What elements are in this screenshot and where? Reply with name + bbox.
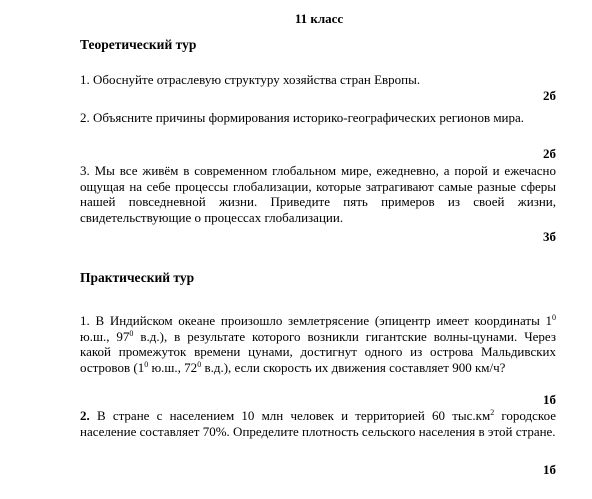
question-text: в.д.), если скорость их движения составляет 900 км/ч? [201,359,506,375]
practice-question-1 [80,313,556,375]
degree-superscript: 0 [129,328,134,338]
question-number: 3. [80,163,90,178]
theory-question-3 [80,163,556,225]
question-number: 2. [80,110,90,125]
question-text: В стране с населением 10 млн человек и территорией 60 тыс.км [96,408,491,423]
practice-question-2 [80,408,556,439]
degree-superscript: 0 [552,313,557,322]
question-text: в.д.), в результате которого возникли гигантские волны-цунами. Через какой промежуток времени цунами, достигнут одного из острова Мальдивских островов (1 [80,328,556,375]
theory-question-2 [80,110,556,126]
question-number: 1. [80,72,90,87]
theory-question-3-points: 3б [543,229,556,244]
question-text: ю.ш., 97 [80,328,130,344]
theory-heading: Теоретический тур [80,37,197,52]
theory-question-1 [80,72,556,88]
theory-question-2-points: 2б [543,146,556,161]
square-superscript: 2 [490,408,495,417]
question-text: В Индийском океане произошло землетрясение (эпицентр имеет координаты 1 [95,313,553,328]
question-text: городское население составляет 70%. Определите плотность сельского населения в этой стране. [80,408,557,439]
degree-superscript: 0 [144,359,149,369]
question-text: Объясните причины формирования историко-географических регионов мира. [93,110,525,125]
question-text: Обоснуйте отраслевую структуру хозяйства стран Европы. [93,72,421,87]
theory-question-1-points: 2б [543,88,556,103]
practice-heading: Практический тур [80,270,195,285]
grade-title: 11 класс [294,11,344,26]
practice-question-2-points: 1б [543,462,556,477]
question-text: Мы все живём в современном глобальном мире, ежедневно, а порой и ежечасно ощущая на себе процессы глобализации, которые затрагивают самые разные сферы нашей повседневной жизни. Приведите пять примеров из своей жизни, свидетельствующие о процессах глобализации. [80,163,556,225]
degree-superscript: 0 [197,359,202,369]
practice-question-1-points: 1б [543,392,556,407]
question-number: 1. [80,313,90,328]
question-text: ю.ш., 72 [148,359,198,375]
question-number: 2. [80,408,90,423]
